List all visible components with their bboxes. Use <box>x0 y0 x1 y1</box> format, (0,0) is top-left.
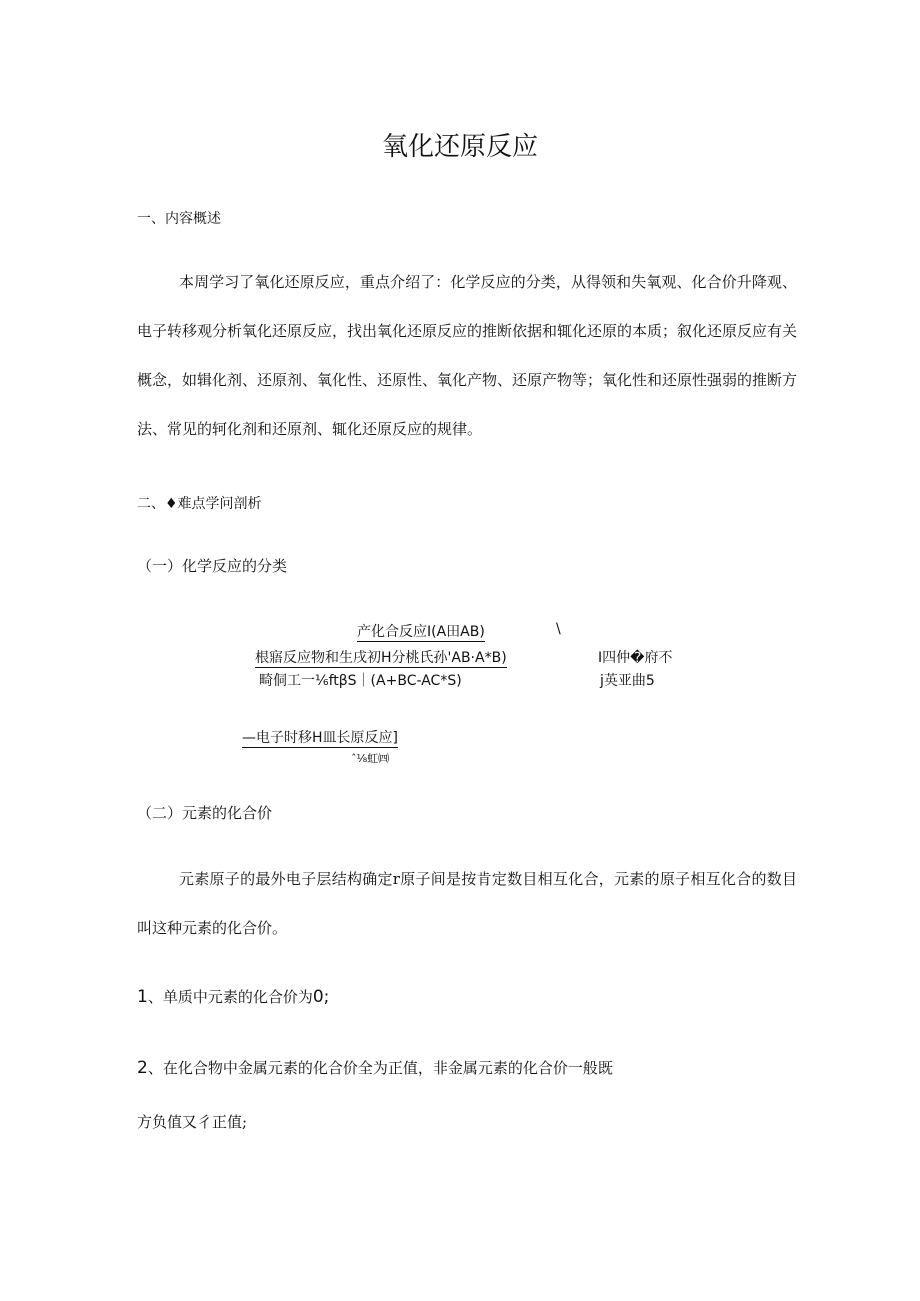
list-item-1-text: 、单质中元素的化合价为 <box>147 988 313 1006</box>
list-item-2-continuation: 方负值又彳正值; <box>137 1113 248 1131</box>
list-item-1 <box>137 986 329 1007</box>
list-item-2-text: 、在化合物中金属元素的化合价全为正值，非金属元素的化合价一般既 <box>147 1059 613 1077</box>
diagram-right-label-1: I四仲�府不 <box>598 650 673 666</box>
page-title: 氧化还原反应 <box>381 132 538 162</box>
overview-paragraph: 本周学习了氧化还原反应，重点介绍了：化学反应的分类，从得领和失氧观、化合价升降观、电子转移观分析氧化还原反应，找出氧化还原反应的推断依据和辄化还原的本质；叙化还原反应有关概念，如辑化剂、还原剂、氧化性、还原性、氧化产物、还原产物等；氧化性和还原性强弱的推断方法、常见的轲化剂和还原剂、辄化还原反应的规律。 <box>137 273 798 438</box>
list-item-1-value: 0; <box>312 987 330 1007</box>
diagram-line-electron-transfer: —电子时移H皿长原反应] <box>242 730 398 746</box>
valence-paragraph: 元素原子的最外电子层结构确定r原子间是按肯定数目相互化合，元素的原子相互化合的数目叫这种元素的化合价。 <box>137 870 797 937</box>
list-item-2-number: 2 <box>137 1058 148 1078</box>
diagram-line-displacement: 畸侗工一⅙ftβS｜(A+BC-AC*S) <box>259 673 462 689</box>
diagram-line-decomposition: 根寤反应物和生戌初H分桃氏孙'AB·A*B) <box>255 650 507 666</box>
diagram-line-combination: 产化合反应I(A田AB) <box>357 624 485 640</box>
diagram-line-note: ˆ⅛虹㈣ <box>351 752 390 765</box>
section-heading-overview: 一、内容概述 <box>137 211 221 227</box>
diagram-right-label-2: j英亚曲5 <box>600 673 655 689</box>
subsection-classification: （一）化学反应的分类 <box>137 557 288 575</box>
diagram-bracket-top: \ <box>556 621 561 637</box>
list-item-2 <box>137 1057 613 1078</box>
section-heading-analysis: 二、♦难点学问剖析 <box>137 496 262 512</box>
subsection-valence: （二）元素的化合价 <box>137 804 273 822</box>
list-item-1-number: 1 <box>137 987 148 1007</box>
